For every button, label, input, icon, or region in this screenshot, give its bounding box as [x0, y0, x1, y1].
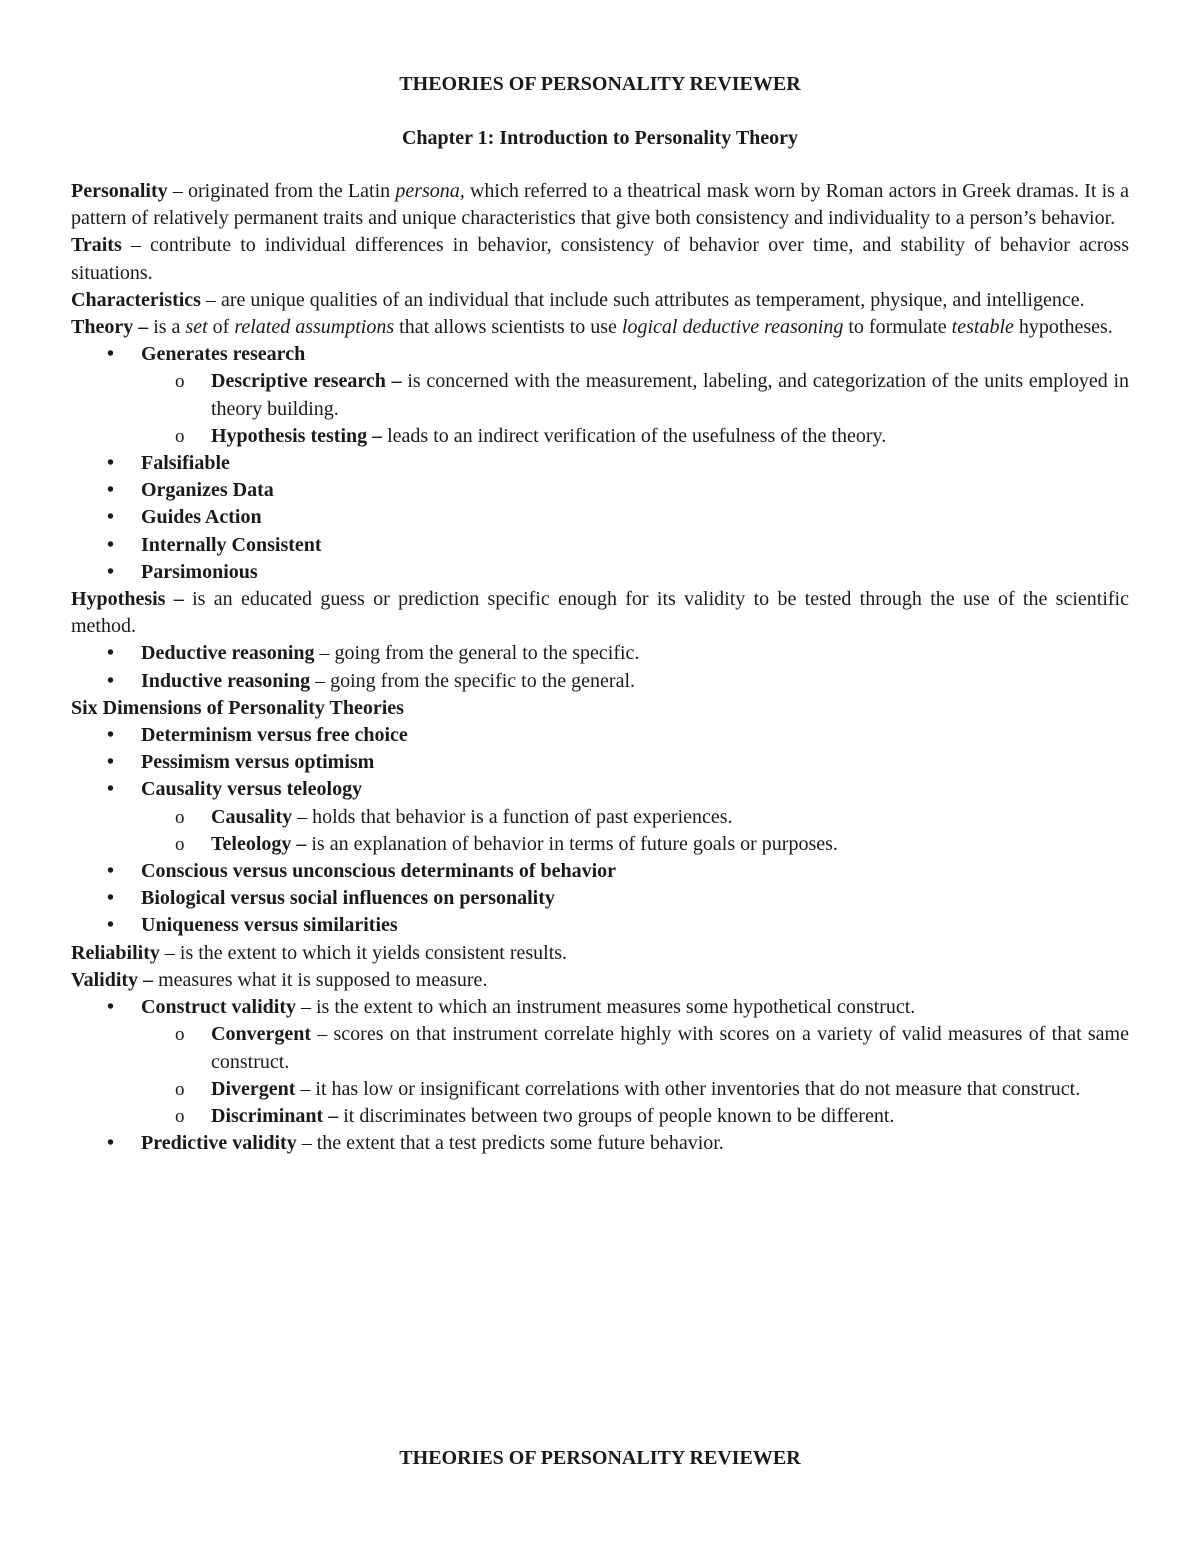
hypothesis-text: is an educated guess or prediction specific enough for its validity to be tested through the use of the scientific method. — [71, 588, 1129, 638]
descriptive-text: is concerned with the measurement, labeling, and categorization of the units employed in theory building. — [211, 370, 1129, 420]
term-personality: Personality — [71, 180, 168, 202]
reliability-definition — [71, 940, 1129, 967]
list-item — [175, 1103, 1129, 1130]
hypothesis-testing-text: leads to an indirect verification of the usefulness of the theory. — [387, 424, 887, 447]
theory-text-3: that allows scientists to use — [394, 316, 622, 339]
term-causality: Causality — [211, 805, 293, 828]
validity-definition — [71, 967, 1129, 994]
list-item — [107, 722, 1129, 749]
bullet-icon: • — [107, 452, 115, 475]
validity-text: measures what it is supposed to measure. — [158, 968, 488, 991]
personality-text-a: – originated from the Latin — [167, 180, 396, 202]
term-deductive: Deductive reasoning — [141, 642, 315, 665]
theory-italic-1: set — [185, 316, 208, 339]
term-predictive-validity: Predictive validity — [141, 1132, 297, 1155]
characteristics-definition — [71, 287, 1129, 314]
bullet-icon: • — [107, 860, 115, 883]
bullet-icon: • — [107, 533, 115, 556]
item-label: Uniqueness versus similarities — [141, 914, 398, 937]
theory-text-1: is a — [153, 316, 186, 339]
term-discriminant: Discriminant – — [211, 1104, 344, 1127]
reliability-text: – is the extent to which it yields consistent results. — [159, 941, 568, 964]
bullet-icon: • — [107, 887, 115, 910]
item-label: Causality versus teleology — [141, 778, 363, 801]
term-hypothesis-testing: Hypothesis testing – — [211, 424, 388, 447]
deductive-text: – going from the general to the specific. — [314, 642, 640, 665]
bullet-icon: • — [107, 1132, 115, 1155]
construct-sublist — [141, 1021, 1129, 1130]
circle-bullet-icon: o — [175, 806, 185, 828]
circle-bullet-icon: o — [175, 1105, 185, 1127]
theory-definition — [71, 314, 1129, 341]
causality-sublist — [141, 804, 1129, 858]
research-sublist — [141, 368, 1129, 450]
term-traits: Traits — [71, 234, 122, 257]
term-convergent: Convergent — [211, 1023, 311, 1046]
bullet-icon: • — [107, 669, 115, 692]
term-theory: Theory – — [71, 316, 154, 339]
personality-definition — [71, 178, 1129, 232]
bullet-icon: • — [107, 724, 115, 747]
list-item — [107, 341, 1129, 450]
footer-title: THEORIES OF PERSONALITY REVIEWER — [399, 1447, 801, 1469]
traits-text: – contribute to individual differences in behavior, consistency of behavior over time, and stability of behavior across situations. — [71, 234, 1129, 284]
dimensions-heading: Six Dimensions of Personality Theories — [71, 696, 404, 719]
list-item — [175, 831, 1129, 858]
bullet-icon: • — [107, 778, 115, 801]
bullet-icon: • — [107, 914, 115, 937]
theory-italic-3: logical deductive reasoning — [621, 316, 844, 339]
bullet-icon: • — [107, 996, 115, 1019]
item-label: Pessimism versus optimism — [141, 751, 375, 774]
personality-text-b: which referred to a theatrical mask worn by Roman actors in Greek dramas. It is a pattern of relatively permanent traits and unique characteristics that give both consistency and individuality to a person’s behavior. — [71, 180, 1129, 230]
list-item — [107, 885, 1129, 912]
term-descriptive-research: Descriptive research – — [211, 370, 408, 393]
theory-italic-4: testable — [951, 316, 1014, 339]
theory-text-2: of — [207, 316, 235, 339]
circle-bullet-icon: o — [175, 425, 185, 447]
term-validity: Validity – — [71, 968, 159, 991]
traits-definition — [71, 232, 1129, 286]
circle-bullet-icon: o — [175, 1078, 185, 1100]
personality-italic: persona, — [395, 180, 465, 202]
list-item — [107, 450, 1129, 477]
item-label: Organizes Data — [141, 479, 274, 502]
list-item — [107, 776, 1129, 858]
item-label: Determinism versus free choice — [141, 724, 408, 747]
inductive-text: – going from the specific to the general. — [310, 669, 636, 692]
hypothesis-definition — [71, 586, 1129, 640]
list-item — [175, 1076, 1129, 1103]
bullet-icon: • — [107, 751, 115, 774]
list-item — [107, 749, 1129, 776]
construct-text: – is the extent to which an instrument measures some hypothetical construct. — [296, 996, 916, 1019]
validity-list — [71, 994, 1129, 1157]
list-item — [175, 804, 1129, 831]
divergent-text: – it has low or insignificant correlations with other inventories that do not measure that construct. — [295, 1077, 1081, 1100]
list-item — [107, 994, 1129, 1130]
term-inductive: Inductive reasoning — [141, 669, 311, 692]
discriminant-text: it discriminates between two groups of people known to be different. — [343, 1104, 895, 1127]
term-teleology: Teleology – — [211, 832, 312, 855]
convergent-text: – scores on that instrument correlate highly with scores on a variety of valid measures of that same construct. — [211, 1023, 1129, 1073]
item-label: Falsifiable — [141, 452, 230, 475]
bullet-icon: • — [107, 479, 115, 502]
circle-bullet-icon: o — [175, 371, 185, 393]
theory-text-5: hypotheses. — [1013, 316, 1113, 339]
item-label: Generates research — [141, 343, 306, 366]
bullet-icon: • — [107, 642, 115, 665]
list-item — [107, 1130, 1129, 1157]
term-divergent: Divergent — [211, 1077, 296, 1100]
list-item — [107, 668, 1129, 695]
item-label: Conscious versus unconscious determinants of behavior — [141, 860, 617, 883]
item-label: Parsimonious — [141, 560, 258, 583]
list-item — [107, 559, 1129, 586]
item-label: Biological versus social influences on personality — [141, 887, 555, 910]
theory-italic-2: related assumptions — [234, 316, 395, 339]
list-item — [175, 368, 1129, 422]
term-characteristics: Characteristics — [71, 288, 201, 311]
list-item — [107, 858, 1129, 885]
list-item — [107, 477, 1129, 504]
theory-text-4: to formulate — [843, 316, 952, 339]
theory-criteria-list — [71, 341, 1129, 586]
list-item — [107, 532, 1129, 559]
bullet-icon: • — [107, 560, 115, 583]
item-label: Guides Action — [141, 506, 262, 529]
term-construct-validity: Construct validity — [141, 996, 296, 1019]
teleology-text: is an explanation of behavior in terms of future goals or purposes. — [311, 832, 838, 855]
reasoning-list — [71, 640, 1129, 694]
chapter-title: Chapter 1: Introduction to Personality Theory — [401, 127, 799, 149]
term-reliability: Reliability — [71, 941, 160, 964]
list-item — [107, 912, 1129, 939]
document-body — [71, 178, 1129, 1157]
list-item — [107, 640, 1129, 667]
term-hypothesis: Hypothesis – — [71, 588, 193, 611]
circle-bullet-icon: o — [175, 833, 185, 855]
circle-bullet-icon: o — [175, 1024, 185, 1046]
dimensions-list — [71, 722, 1129, 940]
list-item — [175, 423, 1129, 450]
bullet-icon: • — [107, 343, 115, 366]
list-item — [175, 1021, 1129, 1075]
predictive-text: – the extent that a test predicts some future behavior. — [296, 1132, 724, 1155]
item-label: Internally Consistent — [141, 533, 322, 556]
page-title: THEORIES OF PERSONALITY REVIEWER — [399, 73, 801, 95]
causality-text: – holds that behavior is a function of past experiences. — [292, 805, 733, 828]
characteristics-text: – are unique qualities of an individual that include such attributes as temperament, physique, and intelligence. — [200, 288, 1085, 311]
bullet-icon: • — [107, 506, 115, 529]
list-item — [107, 504, 1129, 531]
